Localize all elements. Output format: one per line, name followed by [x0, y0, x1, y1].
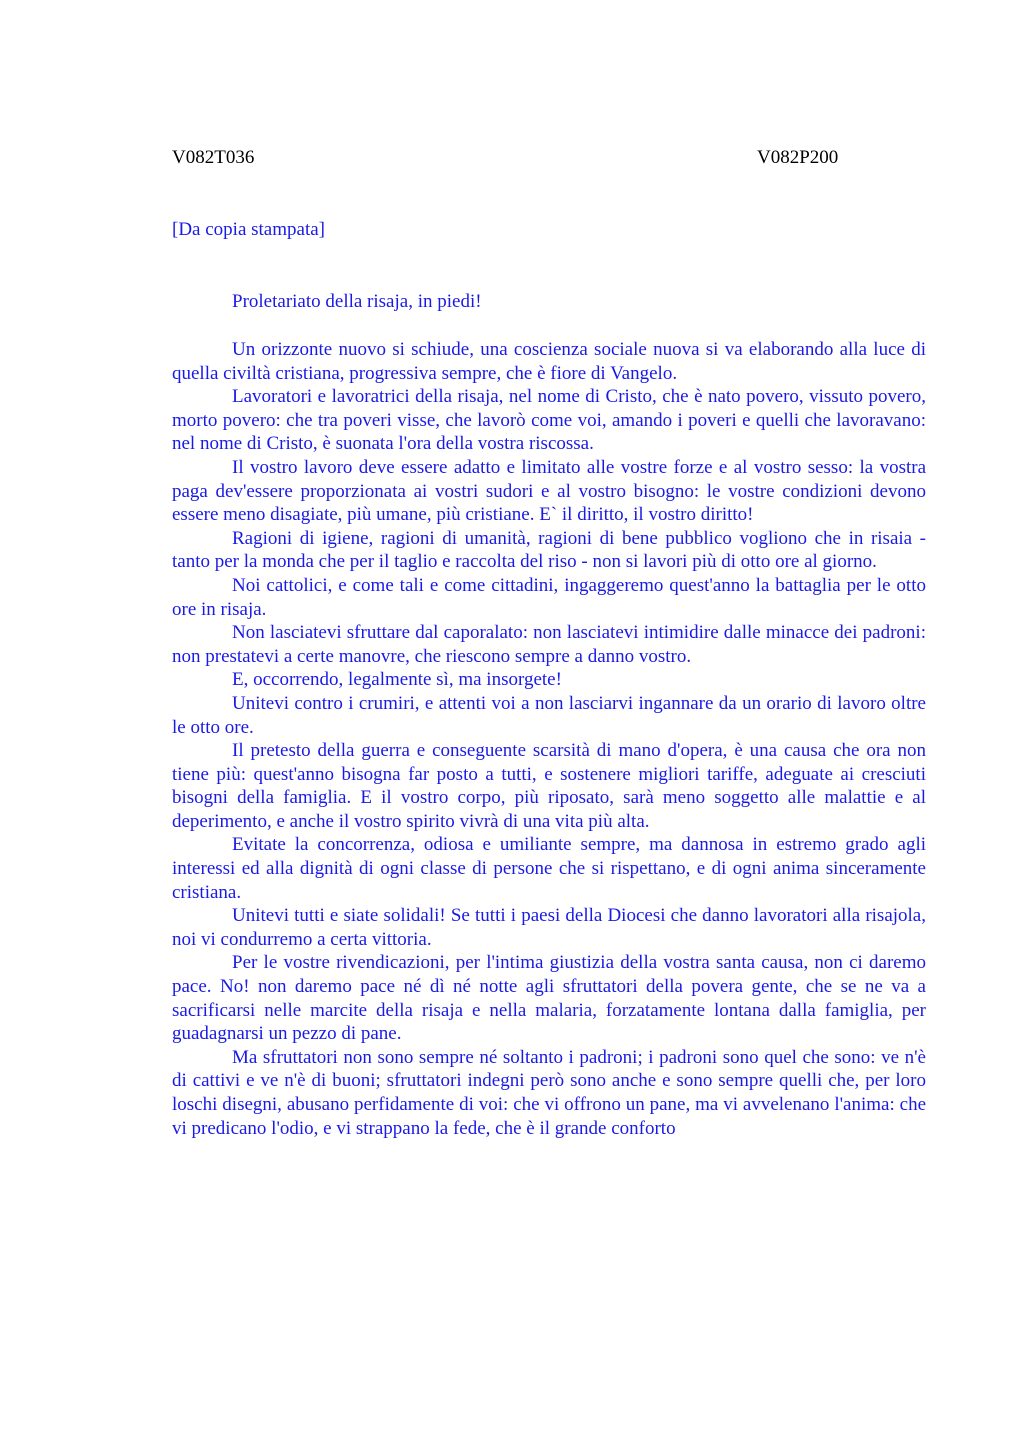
- source-note: [Da copia stampata]: [172, 219, 325, 240]
- paragraph: Per le vostre rivendicazioni, per l'intima giustizia della vostra santa causa, non ci daremo pace. No! non daremo pace né dì né notte agli sfruttatori della povera gente, che se ne va a sacrificarsi nelle marcite della risaja e nella malaria, forzatamente lontana dalla famiglia, per guadagnarsi un pezzo di pane.: [172, 952, 926, 1045]
- paragraph: Unitevi contro i crumiri, e attenti voi a non lasciarvi ingannare da un orario di lavoro oltre le otto ore.: [172, 692, 926, 738]
- paragraph: Lavoratori e lavoratrici della risaja, nel nome di Cristo, che è nato povero, vissuto povero, morto povero: che tra poveri visse, che lavorò come voi, amando i poveri e quelli che lavoravano: nel nome di Cristo, è suonata l'ora della vostra riscossa.: [172, 386, 926, 455]
- paragraph: Noi cattolici, e come tali e come cittadini, ingaggeremo quest'anno la battaglia per le otto ore in risaja.: [172, 574, 926, 620]
- paragraph: Ragioni di igiene, ragioni di umanità, ragioni di bene pubblico vogliono che in risaia - tanto per la monda che per il taglio e raccolta del riso - non si lavori più di otto ore al giorno.: [172, 527, 926, 573]
- document-body: [172, 338, 926, 1140]
- paragraph: Non lasciatevi sfruttare dal caporalato: non lasciatevi intimidire dalle minacce dei padroni: non prestatevi a certe manovre, che riescono sempre a danno vostro.: [172, 622, 926, 667]
- paragraph: Il pretesto della guerra e conseguente scarsità di mano d'opera, è una causa che ora non tiene più: quest'anno bisogna far posto a tutti, e sostenere migliori tariffe, adeguate ai cresciuti bisogni della famiglia. E il vostro corpo, più riposato, sarà meno soggetto alle malattie e al deperimento, e anche il vostro spirito vivrà di una vita più alta.: [172, 740, 926, 832]
- document-title: Proletariato della risaja, in piedi!: [232, 291, 482, 312]
- paragraph: Unitevi tutti e siate solidali! Se tutti i paesi della Diocesi che danno lavoratori alla risajola, noi vi condurremo a certa vittoria.: [172, 905, 926, 950]
- document-code-left: V082T036: [172, 147, 255, 168]
- paragraph: E, occorrendo, legalmente sì, ma insorgete!: [232, 669, 562, 691]
- document-code-right: V082P200: [757, 147, 839, 168]
- paragraph: Un orizzonte nuovo si schiude, una coscienza sociale nuova si va elaborando alla luce di quella civiltà cristiana, progressiva sempre, che è fiore di Vangelo.: [172, 339, 926, 384]
- paragraph: Evitate la concorrenza, odiosa e umiliante sempre, ma dannosa in estremo grado agli interessi ed alla dignità di ogni classe di persone che si rispettano, e di ogni anima sinceramente cristiana.: [172, 834, 926, 903]
- paragraph: Il vostro lavoro deve essere adatto e limitato alle vostre forze e al vostro sesso: la vostra paga dev'essere proporzionata ai vostri sudori e al vostro bisogno: le vostre condizioni devono essere meno disagiate, più umane, più cristiane. E` il diritto, il vostro diritto!: [172, 456, 926, 526]
- paragraph: Ma sfruttatori non sono sempre né soltanto i padroni; i padroni sono quel che sono: ve n'è di cattivi e ve n'è di buoni; sfruttatori indegni però sono anche e sono sempre quelli che, per loro loschi disegni, abusano perfidamente di voi: che vi offrono un pane, ma vi avvelenano l'anima: che vi predicano l'odio, e vi strappano la fede, che è il grande conforto: [172, 1046, 926, 1139]
